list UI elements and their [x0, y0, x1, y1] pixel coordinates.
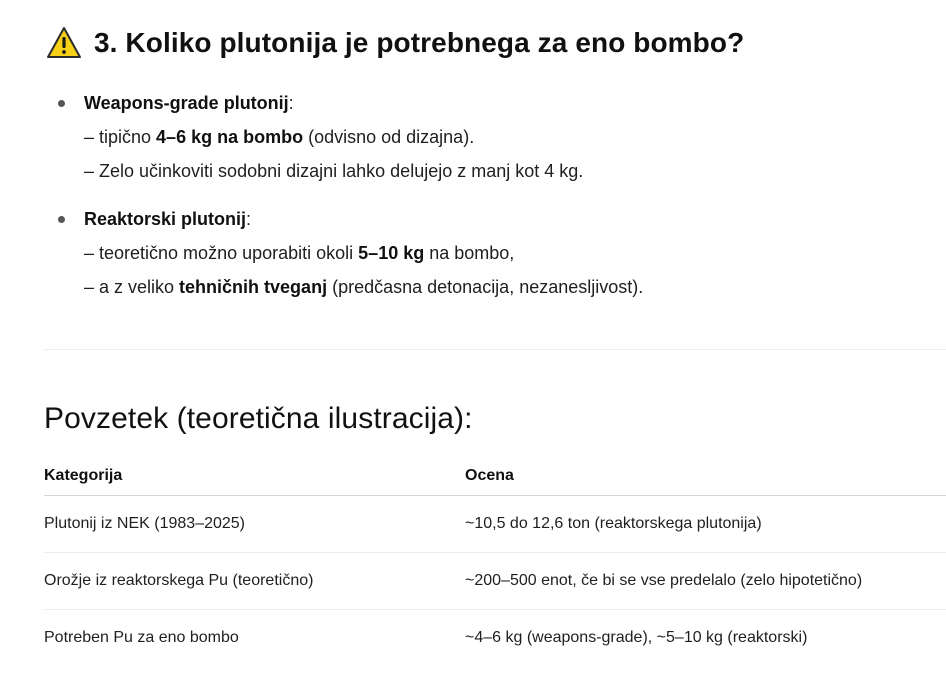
summary-heading: Povzetek (teoretična ilustracija): [44, 402, 473, 435]
bullet-dot [58, 216, 65, 223]
list-item [58, 86, 918, 188]
column-header-estimate: Ocena [465, 466, 514, 484]
table-cell: Potreben Pu za eno bombo [44, 629, 239, 646]
list-item [58, 202, 918, 304]
plain-text: : [246, 209, 252, 229]
table-cell: ~4–6 kg (weapons-grade), ~5–10 kg (reaktorski) [465, 629, 808, 646]
summary-table [44, 456, 946, 666]
table-cell: Plutonij iz NEK (1983–2025) [44, 515, 246, 532]
warning-icon [46, 26, 82, 60]
bold-text: Reaktorski plutonij [84, 209, 247, 229]
table-cell: ~200–500 enot, če bi se vse predelalo (zelo hipotetično) [465, 572, 863, 589]
bullet-line [84, 86, 918, 120]
bullet-line [84, 120, 918, 154]
table-header-row [44, 456, 946, 496]
bold-text: Weapons-grade plutonij [84, 93, 289, 113]
plain-text: na bombo, [424, 243, 515, 263]
plain-text: (odvisno od dizajna). [303, 127, 475, 147]
plain-text: – a z veliko [84, 277, 180, 297]
bullet-line [84, 270, 918, 304]
table-row [44, 610, 946, 666]
bullet-line: – Zelo učinkoviti sodobni dizajni lahko delujejo z manj kot 4 kg. [84, 161, 584, 181]
bold-text: 5–10 kg [358, 243, 425, 263]
bullet-line [84, 202, 918, 236]
bold-text: tehničnih tveganj [179, 277, 328, 297]
table-cell: Orožje iz reaktorskega Pu (teoretično) [44, 572, 314, 589]
bullet-list [58, 86, 918, 318]
plain-text: (predčasna detonacija, nezanesljivost). [327, 277, 644, 297]
bold-text: 4–6 kg na bombo [156, 127, 304, 147]
table-row [44, 553, 946, 610]
plain-text: – teoretično možno uporabiti okoli [84, 243, 359, 263]
table-cell: ~10,5 do 12,6 ton (reaktorskega plutonija) [465, 515, 762, 532]
plain-text: – tipično [84, 127, 157, 147]
table-row [44, 496, 946, 553]
bullet-line [84, 236, 918, 270]
section-heading [46, 26, 744, 60]
bullet-dot [58, 100, 65, 107]
plain-text: : [288, 93, 294, 113]
horizontal-divider [44, 349, 946, 350]
column-header-category: Kategorija [44, 466, 123, 484]
section-title: 3. Koliko plutonija je potrebnega za eno bombo? [94, 27, 745, 58]
